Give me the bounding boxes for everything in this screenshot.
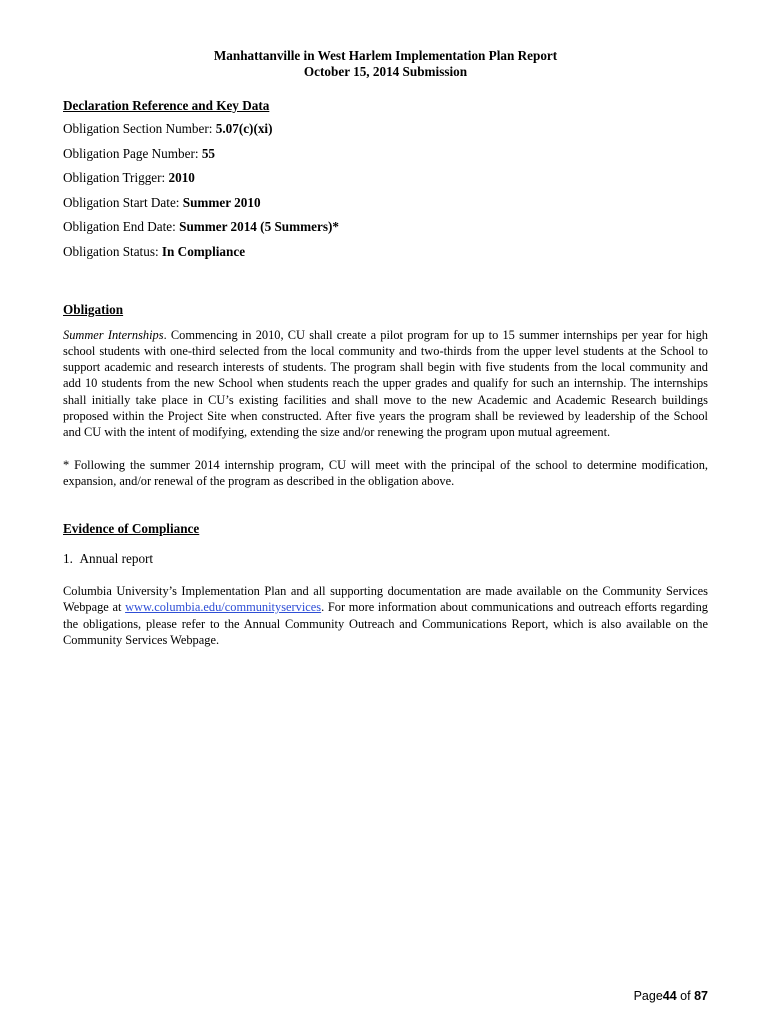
declaration-heading: Declaration Reference and Key Data [63, 98, 270, 113]
document-header [63, 48, 708, 80]
obligation-body: . Commencing in 2010, CU shall create a pilot program for up to 15 summer internships per year for high school students with one-third selected from the local community and two-thirds from the upper level students at the School to support academic and research interests of students. The program shall begin with five students from the local community and add 10 students from the new School when students reach the upper grades and qualify for such an internship. The internships shall initially take place in CU’s existing facilities and shall move to the new Academic and Academic Research buildings proposed within the Project Site when constructed. After five years the program shall be reviewed by leadership of the School and CU with the intent of modifying, extending the size and/or renewing the program upon mutual agreement. [63, 327, 709, 440]
page-number-footer: Page44 of 87 [633, 989, 708, 1003]
current-page: 44 [662, 989, 677, 1003]
evidence-heading: Evidence of Compliance [63, 521, 200, 537]
evidence-paragraph: Columbia University’s Implementation Plan and all supporting documentation are made available on the Community Services Webpage at www.columbia.edu/communityservices. For more information about communications and outreach efforts regarding the obligations, please refer to the Annual Community Outreach and Communications Report, which is also available on the Community Services Webpage. [63, 584, 708, 648]
kv-trigger: Obligation Trigger: 2010 [63, 170, 195, 185]
obligation-note: * Following the summer 2014 internship program, CU will meet with the principal of the school to determine modification, expansion, and/or renewal of the program as described in the obligation above. [63, 457, 708, 488]
obligation-paragraph [63, 327, 708, 441]
kv-end-date: Obligation End Date: Summer 2014 (5 Summers)* [63, 219, 339, 234]
document-page [63, 48, 708, 648]
community-services-link[interactable]: www.columbia.edu/communityservices [125, 600, 322, 615]
evidence-list-item [63, 551, 708, 567]
kv-status: Obligation Status: In Compliance [63, 243, 246, 259]
evidence-item-number: 1. [63, 551, 73, 567]
kv-section-number: Obligation Section Number: 5.07(c)(xi) [63, 121, 273, 136]
kv-start-date: Obligation Start Date: Summer 2010 [63, 194, 261, 210]
report-subtitle: October 15, 2014 Submission [303, 64, 468, 79]
report-title: Manhattanville in West Harlem Implementation Plan Report [213, 48, 558, 63]
obligation-heading: Obligation [63, 301, 124, 317]
obligation-lead: Summer Internships [63, 327, 164, 342]
evidence-item-label: Annual report [79, 551, 154, 567]
total-pages: 87 [694, 989, 708, 1003]
kv-page-number: Obligation Page Number: 55 [63, 145, 215, 161]
